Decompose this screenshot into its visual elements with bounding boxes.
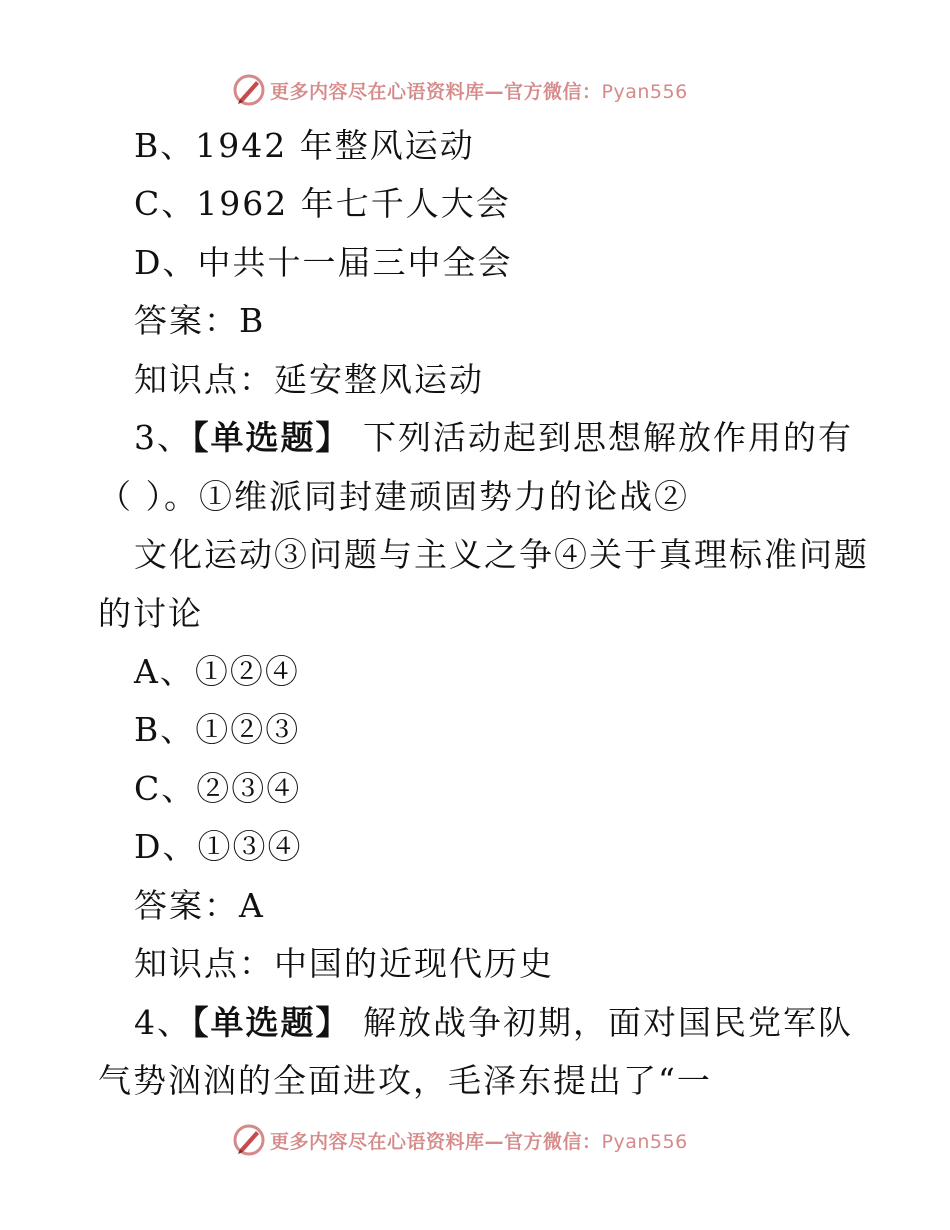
option-d-q2: D、中共十一届三中全会 xyxy=(134,243,513,282)
option-a-q3: A、①②④ xyxy=(134,652,300,691)
footer-watermark xyxy=(232,1122,688,1158)
question-4-stem-2: 气势汹汹的全面进攻，毛泽东提出了“一 xyxy=(98,1061,712,1100)
answer-q2: 答案：B xyxy=(134,301,266,340)
watermark-id: Pyan556 xyxy=(601,1130,688,1153)
question-4-number: 4、 xyxy=(134,1003,192,1042)
option-c-q3: C、②③④ xyxy=(134,769,302,808)
watermark-text: 更多内容尽在心语资料库—官方微信：Pyan556 xyxy=(270,1130,688,1153)
knowledge-point-q2: 知识点：延安整风运动 xyxy=(134,360,484,399)
question-3-stem-1: 下列活动起到思想解放作用的有 xyxy=(363,418,853,457)
question-3-stem-2: （ ）。①维派同封建顽固势力的论战② xyxy=(98,477,689,516)
option-b-q3: B、①②③ xyxy=(134,710,301,749)
question-3-stem-3: 文化运动③问题与主义之争④关于真理标准问题 xyxy=(134,535,869,574)
question-4-type-tag: 【单选题】 xyxy=(192,1003,351,1042)
watermark-text: 更多内容尽在心语资料库—官方微信：Pyan556 xyxy=(270,80,688,103)
question-3-number: 3、 xyxy=(134,418,192,457)
answer-q3: 答案：A xyxy=(134,886,265,925)
watermark-id: Pyan556 xyxy=(601,80,688,103)
option-b-q2: B、1942 年整风运动 xyxy=(134,126,475,165)
pen-logo-icon xyxy=(232,1123,266,1157)
question-3-type-tag: 【单选题】 xyxy=(192,418,351,457)
question-3-line-1 xyxy=(134,418,853,458)
question-4-line-1 xyxy=(134,1003,853,1043)
header-watermark xyxy=(232,72,688,108)
option-c-q2: C、1962 年七千人大会 xyxy=(134,184,511,223)
option-d-q3: D、①③④ xyxy=(134,827,303,866)
pen-logo-icon xyxy=(232,73,266,107)
question-4-stem-1: 解放战争初期，面对国民党军队 xyxy=(363,1003,853,1042)
knowledge-point-q3: 知识点：中国的近现代历史 xyxy=(134,944,554,983)
question-3-stem-4: 的讨论 xyxy=(98,594,203,633)
